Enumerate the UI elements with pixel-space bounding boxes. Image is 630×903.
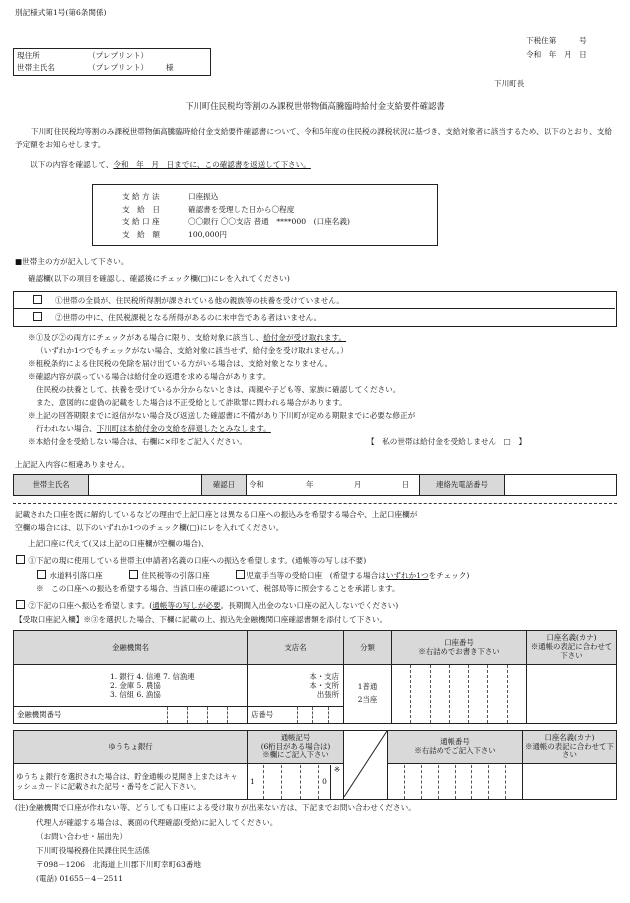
branch-code-label: 店番号 — [251, 710, 274, 720]
note-1 — [28, 333, 346, 342]
account-header — [392, 631, 527, 665]
sender: 下川町長 — [494, 79, 525, 88]
footer-contact-heading: （お問い合わせ・届出先） — [36, 832, 128, 841]
footer-address: 〒098－1206 北海道上川郡下川町幸町63番地 — [36, 860, 201, 869]
branch-type-1: 本・支店 — [309, 671, 339, 681]
receive-heading: 【受取口座記入欄】※③を選択した場合、下欄に記載の上、振込先金融機関口座確認書類を添付して下さい。 — [15, 615, 388, 624]
holder-header-title: 口座名義(カナ) — [546, 633, 597, 643]
check-item-2-label: ②世帯の中に、住民税課税となる所得があるのに未申告である者はいません。 — [55, 313, 322, 322]
option-2[interactable] — [15, 600, 398, 610]
yucho-sign-title: 通帳記号 — [280, 733, 311, 743]
payment-label: 支 給 方 法 — [122, 192, 160, 201]
address-box — [13, 48, 211, 76]
yucho-holder-field[interactable] — [523, 764, 617, 800]
check-heading: ■世帯主の方が記入して下さい。 — [15, 257, 129, 266]
note-5: ※本給付金を受給しない場合は、右欄に×印をご記入ください。 — [28, 437, 247, 446]
transfer-p3: 上記口座に代えて(又は上記の口座欄が空欄の場合)、 — [28, 539, 209, 548]
date-label: 確認日 — [202, 475, 247, 496]
footer-note-1: (注)金融機関で口座が作れない等、どうしても口座による受け取りが出来ない方は、下記までお問い合わせください。 — [15, 803, 416, 812]
bank-header: 金融機関名 — [14, 631, 248, 665]
footer-phone: (電話) 01655－4－2511 — [36, 874, 124, 883]
sub3-label-b: をチェック) — [428, 571, 470, 580]
acct-type-2: 2当座 — [357, 695, 378, 704]
sign-digit-1: 1 — [250, 777, 255, 787]
honorific: 様 — [166, 63, 174, 72]
option-2b: 。長期間入出金のない口座の記入しないでください) — [220, 601, 399, 610]
option-1-note: ※ この口座への振込を希望する場合、当該口座の確認について、税部局等に照会することを承諾します。 — [36, 584, 400, 593]
check-item-2[interactable] — [32, 312, 321, 322]
sub-options — [36, 570, 469, 580]
note-1b: 給付金が受け取れます。 — [263, 333, 347, 342]
option-1[interactable] — [15, 555, 366, 565]
option-2u: 通帳等の写しが必要 — [152, 601, 221, 610]
yucho-header: ゆうちょ銀行 — [14, 731, 248, 764]
day-label: 日 — [401, 480, 410, 490]
option-2a: ②下記の口座へ振込を希望します。( — [28, 601, 153, 610]
decline-box[interactable]: 【 私の世帯は給付金を受給しません □ 】 — [367, 437, 527, 446]
deadline-text: 令和 年 月 日までに、この確認書を返送して下さい。 — [113, 160, 311, 169]
bank-type-3: 3. 信組 6. 漁協 — [110, 690, 161, 700]
account-header-sub: ※右詰めでお書き下さい — [418, 646, 500, 656]
note-3: ※確認内容が誤っている場合は給付金の返還を求める場合があります。 — [28, 372, 271, 381]
deadline-prefix: 以下の内容を確認して、 — [30, 160, 114, 169]
note-4c: 下川町は本給付金の支給を辞退したとみなします。 — [96, 424, 271, 433]
payment-label: 支 給 額 — [122, 229, 160, 239]
confirm-text: 上記記入内容に相違ありません。 — [15, 460, 130, 469]
yucho-holder-title: 口座名義(カナ) — [544, 732, 595, 742]
confirm-table — [13, 474, 617, 496]
month-label: 月 — [353, 480, 362, 490]
payment-row — [122, 192, 218, 201]
sub3-label-u: いずれか1つ — [385, 571, 429, 580]
branch-type-3: 出張所 — [316, 690, 339, 700]
sign-digit-0: 0 — [318, 765, 330, 799]
transfer-p2: 空欄の場合には、以下のいずれか1つのチェック欄(□)にレを入れてください。 — [15, 523, 284, 532]
name-field[interactable] — [89, 475, 202, 496]
payment-value: 100,000円 — [188, 229, 227, 239]
intro-paragraph: 下川町住民税均等割のみ課税世帯物価高騰臨時給付金支給要件確認書について、令和5年度の住民税の課税状況に基づき、支給対象者に該当するため、以下のとおり、支給予定額をお知らせします。 — [15, 127, 613, 149]
yucho-table — [13, 730, 617, 800]
bank-table — [13, 630, 617, 724]
doc-number: 下税住第 号 — [526, 36, 587, 45]
option-2-checkbox[interactable] — [16, 600, 25, 609]
yucho-num-field[interactable] — [388, 764, 523, 800]
payment-value: 〇〇銀行 〇〇支店 普通 ****000 (口座名義) — [188, 217, 350, 226]
payment-row — [122, 217, 350, 226]
sub3-checkbox[interactable] — [236, 570, 245, 579]
yucho-num-header — [388, 731, 523, 764]
note-3c: また、意図的に虚偽の記載をした場合は不正受給として詐欺罪に問われる場合があります。 — [36, 398, 347, 407]
payment-row — [122, 205, 294, 214]
address-value: （プレプリント） — [88, 51, 149, 60]
payment-label: 支 給 日 — [122, 204, 160, 214]
payment-value: 口座振込 — [188, 192, 219, 201]
account-header-title: 口座番号 — [444, 637, 474, 647]
year-label: 年 — [306, 480, 314, 490]
payment-label: 支 給 口 座 — [122, 217, 160, 226]
era: 令和 — [249, 480, 264, 490]
note-1a: ※①及び②の両方にチェックがある場合に限り、支給対象に該当し、 — [28, 333, 264, 342]
account-holder-field[interactable] — [527, 665, 617, 724]
transfer-p1: 記載された口座を既に解約しているなどの理由で上記口座とは異なる口座への振込みを希望する場合や、上記口座欄が — [15, 510, 418, 519]
yucho-num-title: 通帳番号 — [440, 737, 470, 747]
check-instruction: 確認欄(以下の項目を確認し、確認後にチェック欄(□)にレを入れてください) — [28, 274, 290, 283]
intro-deadline — [30, 160, 311, 169]
bank-name-field[interactable] — [14, 665, 248, 707]
issue-date: 令和 年 月 日 — [526, 50, 587, 59]
acct-type-1: 1普通 — [357, 682, 378, 692]
head-value: （プレプリント） — [88, 63, 149, 72]
holder-header — [527, 631, 617, 665]
yucho-sign-sub2: ※欄にご記入下さい — [262, 750, 329, 760]
account-number-field[interactable] — [392, 665, 527, 724]
note-4b — [36, 424, 271, 433]
phone-field[interactable] — [505, 475, 617, 496]
footer-dept: 下川町役場税務住民課住民生活係 — [36, 846, 150, 855]
yucho-sign-header — [248, 731, 344, 764]
note-4: ※上記の回答期限までに返信がない場合及び返送した確認書に不備があり下川町が定める期限までに必要な修正が — [28, 411, 416, 420]
dashed-divider — [13, 503, 617, 504]
type-header: 分類 — [344, 631, 392, 665]
check-table — [13, 291, 617, 327]
sign-star: ※ — [330, 765, 343, 799]
form-number: 別記様式第1号(第6条関係) — [15, 8, 107, 17]
yucho-holder-sub: ※通帳の表記に合わせて下さい — [525, 741, 614, 760]
footer-note-2: 代理人が確認する場合は、裏面の代理確認(受給)に記入してください。 — [36, 818, 278, 827]
name-label: 世帯主氏名 — [14, 475, 89, 496]
branch-header: 支店名 — [248, 631, 344, 665]
yucho-sign-field[interactable] — [248, 764, 344, 800]
address-label: 現住所 — [17, 51, 40, 60]
phone-label: 連絡先電話番号 — [420, 475, 505, 496]
note-1c: （いずれか1つでもチェックがない場合、支給対象に該当せず、給付金を受け取れません。） — [36, 346, 348, 355]
sub2-label: 住民税等の引落口座 — [141, 571, 210, 580]
bank-code-row — [14, 707, 248, 724]
holder-header-sub: ※通帳の表記に合わせて下さい — [530, 642, 613, 660]
doc-title: 下川町住民税均等割のみ課税世帯物価高騰臨時給付金支給要件確認書 — [185, 101, 445, 111]
note-4b-text: 行われない場合、 — [36, 424, 97, 433]
bank-code-label: 金融機関番号 — [17, 710, 62, 720]
payment-value: 確認書を受理した日から〇程度 — [188, 204, 295, 214]
sub2-checkbox[interactable] — [129, 570, 138, 579]
option-1-label: ①下記の現に使用している世帯主(申請者)名義の口座への振込を希望します。(通帳等の写しは不要) — [28, 556, 367, 565]
slash-line — [344, 731, 387, 797]
branch-name-field[interactable] — [248, 665, 344, 707]
branch-type-2: 本・支所 — [309, 680, 339, 690]
bank-type-1: 1. 銀行 4. 信連 7. 信漁連 — [110, 671, 195, 681]
check-item-1[interactable] — [32, 295, 344, 305]
account-type-field[interactable] — [344, 665, 392, 724]
sub3-label-a: 児童手当等の受給口座 (希望する場合は — [246, 571, 386, 580]
sub1-checkbox[interactable] — [37, 570, 46, 579]
branch-code-row — [248, 707, 344, 724]
payment-box — [92, 184, 438, 246]
bank-type-2: 2. 金庫 5. 農協 — [110, 680, 161, 690]
check-item-1-label: ①世帯の全員が、住民税所得割が課されている他の親族等の扶養を受けていません。 — [55, 296, 345, 305]
head-label: 世帯主氏名 — [17, 63, 55, 72]
yucho-note: ゆうちょ銀行を選択された場合は、貯金通帳の見開き上またはキャッシュカードに記載された記号・番号をご記入下さい。 — [14, 764, 248, 800]
yucho-sign-sub: (6桁目がある場合は) — [260, 741, 331, 751]
yucho-num-sub: ※右詰めでご記入下さい — [414, 746, 496, 756]
payment-row — [122, 230, 227, 239]
checkbox-2[interactable] — [33, 312, 42, 321]
option-1-checkbox[interactable] — [16, 555, 25, 564]
note-3b: 住民税の扶養として、扶養を受けているか分からないときは、両親や子ども等、家族に確認してください。 — [36, 385, 401, 394]
checkbox-1[interactable] — [33, 295, 42, 304]
date-field[interactable] — [247, 475, 420, 496]
yucho-slash-cell — [344, 731, 388, 800]
sub1-label: 水道料引落口座 — [49, 571, 103, 580]
note-2: ※租税条約による住民税の免除を届け出ている方がいる場合は、支給対象となりません。 — [28, 359, 333, 368]
yucho-holder-header — [523, 731, 617, 764]
